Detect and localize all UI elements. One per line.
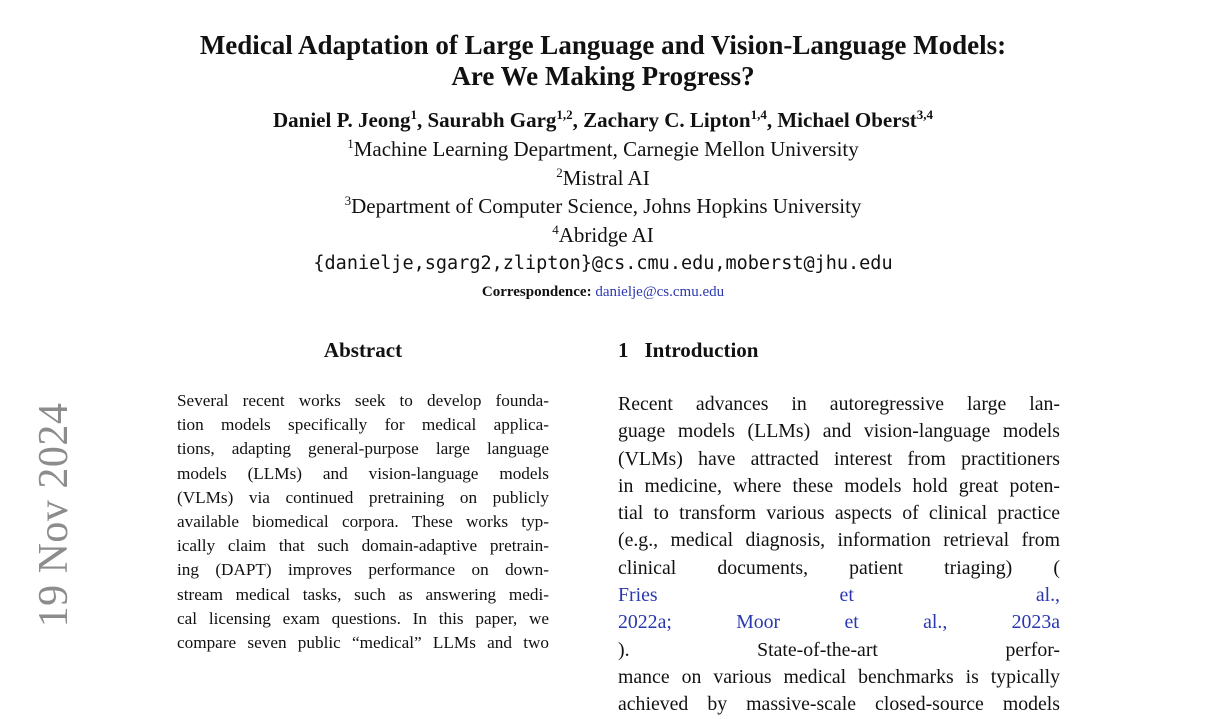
author-name: Zachary C. Lipton	[583, 108, 751, 132]
author-separator: ,	[416, 108, 423, 132]
author	[427, 108, 572, 132]
abstract-line: stream medical tasks, such as answering medi-	[177, 584, 549, 604]
intro-line: (e.g., medical diagnosis, information retrieval from	[618, 529, 1060, 552]
abstract-heading: Abstract	[323, 338, 403, 362]
intro-line: guage models (LLMs) and vision-language models	[618, 420, 1060, 443]
paper-header	[0, 30, 1206, 302]
abstract-body	[177, 389, 549, 655]
abstract-line: available biomedical corpora. These works typ-	[177, 512, 549, 532]
author-affil-mark: 1	[410, 107, 417, 122]
abstract-line: ically claim that such domain-adaptive pretrain-	[177, 536, 549, 556]
intro-text-fragment: clinical documents, patient triaging) (	[618, 556, 1060, 579]
correspondence-label: Correspondence:	[481, 284, 592, 300]
author-affil-mark: 3,4	[916, 107, 933, 122]
intro-line	[618, 609, 1060, 664]
abstract-line: ing (DAPT) improves performance on down-	[177, 560, 549, 580]
author-emails: {danielje,sgarg2,zlipton}@cs.cmu.edu,moberst@jhu.edu	[313, 253, 893, 274]
abstract-line: (VLMs) via continued pretraining on publicly	[177, 487, 549, 507]
affil-mark: 2	[556, 164, 563, 180]
intro-line: in medicine, where these models hold great poten-	[618, 474, 1060, 497]
intro-text-fragment: ). State-of-the-art perfor-	[618, 638, 1060, 661]
introduction-body	[618, 391, 1060, 719]
affil-mark: 1	[347, 136, 354, 151]
introduction-heading	[618, 336, 1060, 364]
author	[777, 108, 933, 132]
arxiv-date-stamp: 19 Nov 2024	[31, 402, 77, 628]
intro-line	[618, 555, 1060, 610]
abstract-line: compare seven public “medical” LLMs and two	[177, 633, 549, 653]
affil-mark: 3	[344, 193, 352, 208]
affil-name: Abridge AI	[558, 222, 654, 247]
author-name: Michael Oberst	[777, 108, 917, 132]
affiliation	[0, 221, 1206, 250]
affil-name: Machine Learning Department, Carnegie Mellon University	[353, 137, 859, 161]
affil-mark: 4	[552, 221, 559, 237]
paper-title	[0, 30, 1206, 92]
abstract-line: tion models specifically for medical applica-	[177, 415, 549, 435]
author-separator: ,	[766, 108, 773, 132]
affiliation	[0, 164, 1206, 193]
author-affil-mark: 1,2	[556, 107, 573, 122]
author-affil-mark: 1,4	[750, 107, 767, 122]
author-name: Saurabh Garg	[427, 108, 557, 132]
citation-link[interactable]: Fries et al.,	[618, 584, 1060, 607]
title-line-2: Are We Making Progress?	[451, 61, 755, 91]
intro-line: mance on various medical benchmarks is typically	[618, 665, 1060, 688]
affiliation	[0, 135, 1206, 164]
abstract-line: tions, adapting general-purpose large language	[177, 439, 549, 459]
author-list	[0, 108, 1206, 132]
section-title: Introduction	[644, 338, 759, 362]
affiliation	[0, 192, 1206, 221]
abstract-column	[177, 336, 549, 655]
introduction-column	[618, 336, 1060, 719]
abstract-line: Several recent works seek to develop founda-	[177, 391, 549, 410]
intro-line: achieved by massive-scale closed-source models	[618, 693, 1060, 716]
correspondence	[0, 282, 1206, 302]
affil-name: Mistral AI	[562, 165, 650, 190]
correspondence-email-link[interactable]: danielje@cs.cmu.edu	[595, 284, 725, 300]
section-number: 1	[618, 338, 629, 362]
author	[273, 108, 417, 132]
author-separator: ,	[572, 108, 578, 132]
citation-link[interactable]: 2022a; Moor et al., 2023a	[618, 611, 1060, 634]
intro-line: (VLMs) have attracted interest from practitioners	[618, 447, 1060, 470]
author-name: Daniel P. Jeong	[272, 108, 411, 132]
affiliation-list	[0, 135, 1206, 249]
intro-line: tial to transform various aspects of clinical practice	[618, 502, 1060, 525]
abstract-line: models (LLMs) and vision-language models	[177, 463, 549, 483]
author	[583, 108, 767, 132]
title-line-1: Medical Adaptation of Large Language and Vision-Language Models:	[199, 30, 1007, 60]
abstract-line: cal licensing exam questions. In this paper, we	[177, 608, 549, 628]
affil-name: Department of Computer Science, Johns Hopkins University	[351, 194, 862, 218]
intro-line: Recent advances in autoregressive large lan-	[618, 393, 1060, 415]
